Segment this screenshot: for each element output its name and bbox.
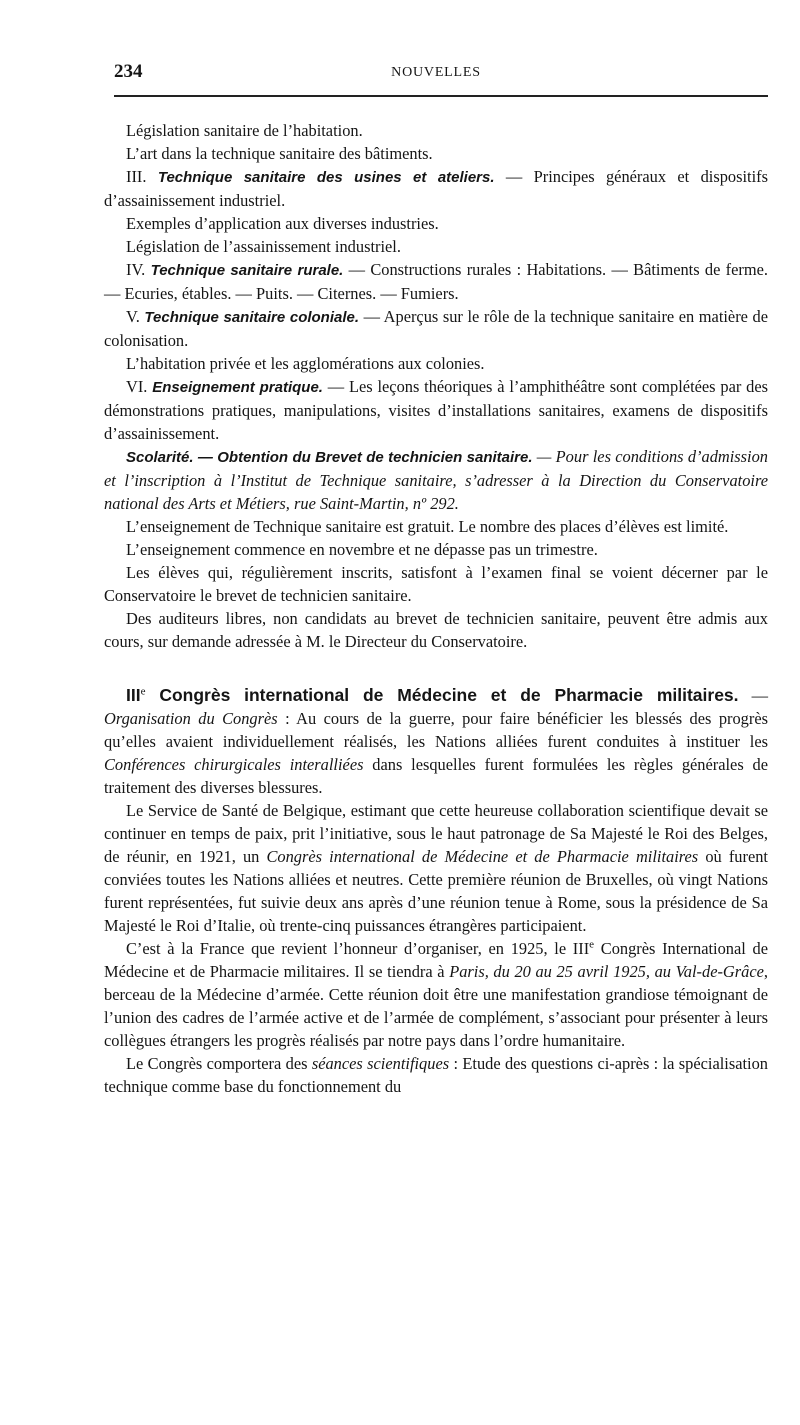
congres-heading-paragraph bbox=[104, 684, 768, 799]
paragraph-emphasis: Congrès international de Médecine et de Pharmacie militaires bbox=[266, 847, 699, 866]
section-text: — Aperçus sur le rôle de la technique sanitaire en matière de colonisation. bbox=[104, 307, 768, 350]
paragraph-emphasis: Conférences chirurgicales interalliées bbox=[104, 755, 364, 774]
section-iv bbox=[104, 258, 768, 305]
paragraph-text: Le Congrès comportera des bbox=[126, 1054, 312, 1073]
paragraph-text: C’est à la France que revient l’honneur d’organiser, en 1925, le III bbox=[126, 939, 590, 958]
section-title: Technique sanitaire des usines et ateliers. bbox=[157, 169, 495, 186]
section-text: — Les leçons théoriques à l’amphithéâtre sont complétées par des démonstrations pratiques, manipulations, visites d’installations sanitaires, examens de dispositifs d’assainissement. bbox=[104, 377, 768, 443]
section-v bbox=[104, 305, 768, 352]
paragraph-emphasis: Paris, du 20 au 25 avril 1925, au Val-de-Grâce bbox=[449, 962, 764, 981]
paragraph-text: Congrès International de Médecine et de Pharmacie militaires. Il se tiendra à bbox=[104, 939, 768, 981]
paragraph-emphasis: séances scientifiques bbox=[311, 1054, 450, 1073]
section-vi bbox=[104, 375, 768, 445]
page-content bbox=[104, 119, 768, 1098]
congres-title: Congrès international de Médecine et de Pharmacie militaires. bbox=[145, 685, 739, 705]
scolarite-text: — Pour les conditions d’admission et l’inscription à l’Institut de Technique sanitaire, s’adresser à la Direction du Conservatoire national des Arts et Métiers, rue Saint-Martin, nº 292. bbox=[104, 447, 768, 513]
page-number: 234 bbox=[114, 61, 143, 82]
scolarite-title: Scolarité. — Obtention du Brevet de technicien sanitaire. bbox=[126, 449, 533, 466]
section-label: VI. bbox=[126, 377, 148, 396]
section-label: V. bbox=[126, 307, 140, 326]
list-item: Législation de l’assainissement industriel. bbox=[126, 237, 401, 256]
congres-dash: — bbox=[738, 686, 768, 705]
section-gap bbox=[104, 653, 768, 684]
section-iii bbox=[104, 165, 768, 212]
list-item: L’art dans la technique sanitaire des bâtiments. bbox=[126, 144, 433, 163]
paragraph: Les élèves qui, régulièrement inscrits, satisfont à l’examen final se voient décerner par le Conservatoire le brevet de technicien sanitaire. bbox=[104, 563, 768, 605]
congres-title-sup: e bbox=[140, 685, 146, 698]
scolarite-paragraph bbox=[104, 445, 768, 515]
list-item: Législation sanitaire de l’habitation. bbox=[126, 121, 363, 140]
section-text: — Constructions rurales : Habitations. — Bâtiments de ferme. — Ecuries, étables. — Puits. — Citernes. — Fumiers. bbox=[104, 260, 768, 303]
section-label: IV. bbox=[126, 260, 146, 279]
section-title: Technique sanitaire rurale. bbox=[150, 262, 344, 279]
paragraph-text: où furent conviées toutes les Nations alliées et neutres. Cette première réunion de Bruxelles, où vingt Nations furent représentées, fut suivie deux ans après d’une réunion tenue à Rome, sous la présidence de Sa Majesté le Roi d’Italie, où trente-cinq puissances étrangères participaient. bbox=[104, 847, 768, 935]
paragraph-text: dans lesquelles furent formulées les règles générales de traitement des diverses blessures. bbox=[104, 755, 768, 797]
list-item: Exemples d’application aux diverses industries. bbox=[126, 214, 439, 233]
paragraph: Des auditeurs libres, non candidats au brevet de technicien sanitaire, peuvent être admis aux cours, sur demande adressée à M. le Directeur du Conservatoire. bbox=[104, 609, 768, 651]
paragraph-text: : Au cours de la guerre, pour faire bénéficier les blessés des progrès qu’elles avaient individuellement réalisés, les Nations alliées furent conduites à instituer les bbox=[104, 709, 768, 751]
congres-title-roman: III bbox=[126, 685, 141, 705]
section-title: Enseignement pratique. bbox=[152, 379, 323, 396]
section-text: — Principes généraux et dispositifs d’assainissement industriel. bbox=[104, 167, 768, 210]
running-title: NOUVELLES bbox=[391, 65, 481, 80]
paragraph bbox=[104, 799, 768, 937]
page-header bbox=[104, 55, 768, 89]
section-title: Technique sanitaire coloniale. bbox=[144, 309, 360, 326]
paragraph-text: : Etude des questions ci-après : la spécialisation technique comme base du fonctionnement du bbox=[104, 1054, 768, 1096]
paragraph bbox=[104, 937, 768, 1052]
section-label: III. bbox=[126, 167, 147, 186]
paragraph: L’enseignement commence en novembre et ne dépasse pas un trimestre. bbox=[126, 540, 598, 559]
list-item: L’habitation privée et les agglomérations aux colonies. bbox=[126, 354, 485, 373]
header-rule bbox=[114, 95, 768, 97]
paragraph-text: Le Service de Santé de Belgique, estimant que cette heureuse collaboration scientifique devait se continuer en temps de paix, prit l’initiative, sous le haut patronage de Sa Majesté le Roi des Belges, de réunir, en 1921, un bbox=[104, 801, 768, 866]
document-page bbox=[104, 55, 769, 1096]
paragraph-text: , berceau de la Médecine d’armée. Cette réunion doit être une manifestation grandiose témoignant de l’union des cadres de l’armée active et de l’armée de complément, s’associant pour présenter à leurs collègues étrangers les progrès réalisés par notre pays dans l’ordre humanitaire. bbox=[104, 962, 769, 1050]
paragraph-sup: e bbox=[589, 938, 595, 951]
paragraph: L’enseignement de Technique sanitaire est gratuit. Le nombre des places d’élèves est limité. bbox=[126, 517, 729, 536]
congres-subtitle: Organisation du Congrès bbox=[104, 709, 278, 728]
paragraph bbox=[104, 1052, 768, 1098]
